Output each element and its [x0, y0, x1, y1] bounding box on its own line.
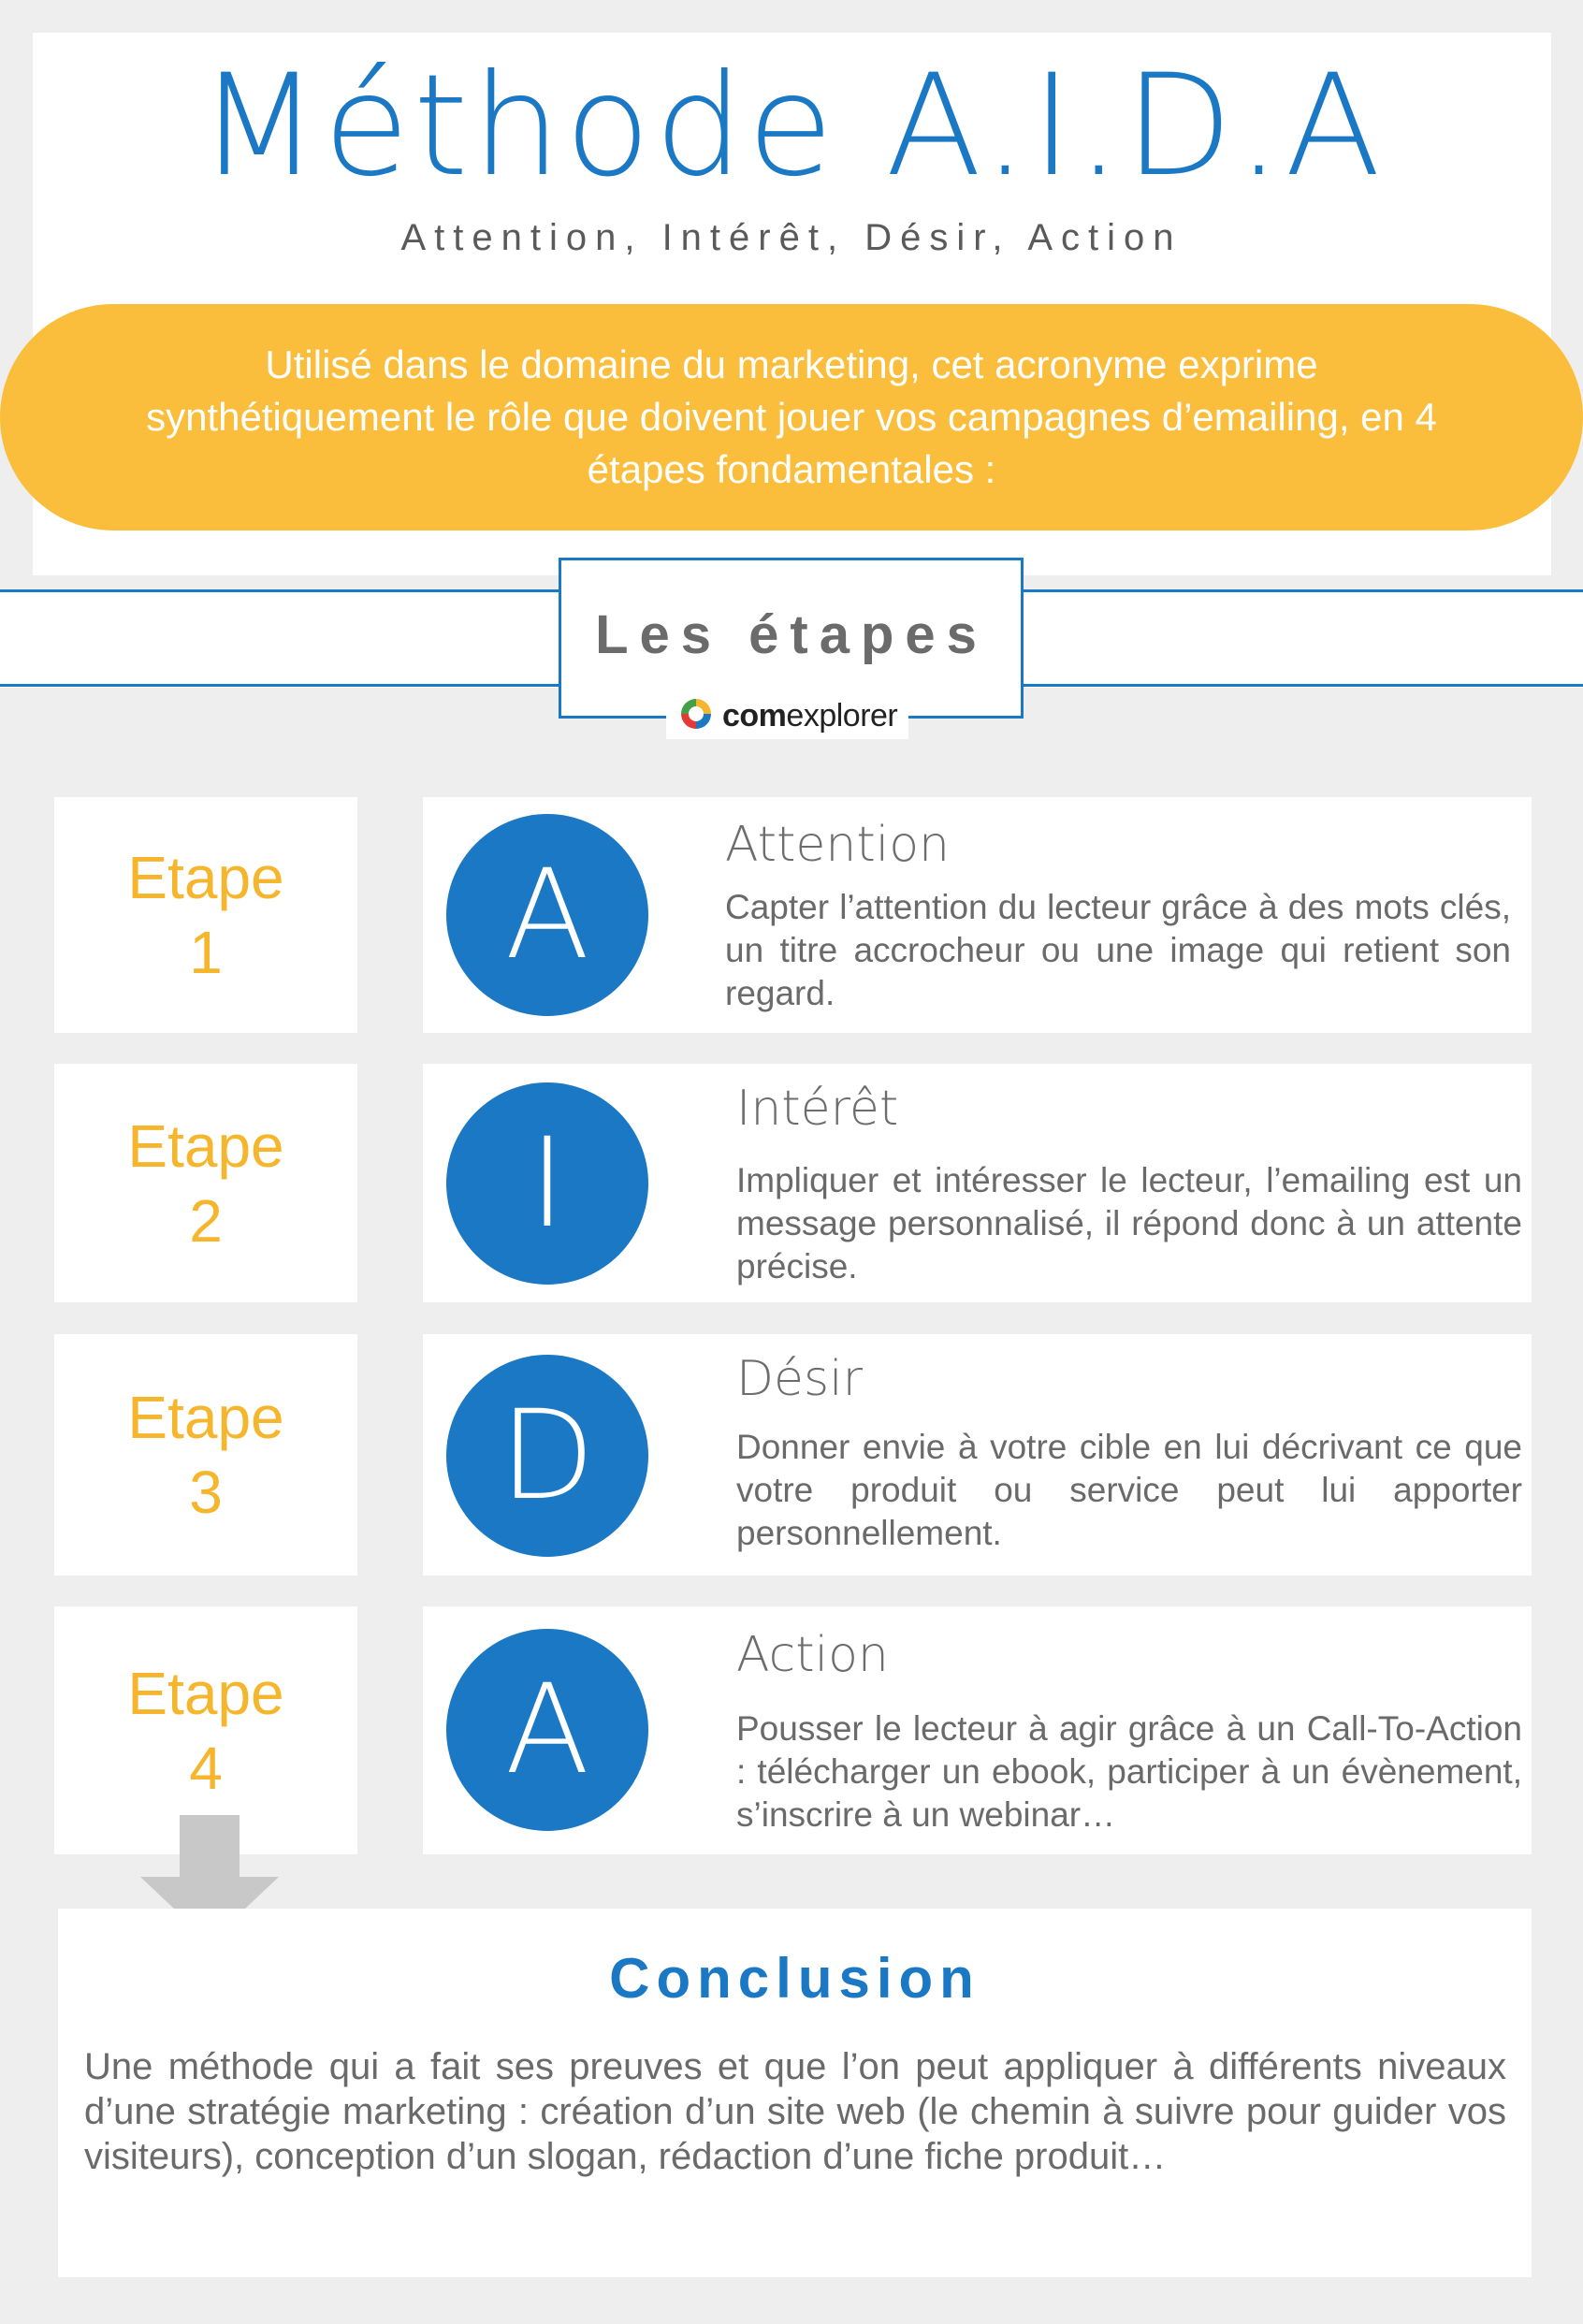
etape-number: 3 — [189, 1459, 223, 1526]
step-title: Attention — [725, 817, 950, 873]
step-title: Désir — [736, 1351, 863, 1407]
etape-label: Etape — [127, 1659, 284, 1727]
etape-box-2 — [54, 1064, 357, 1302]
section-title: Les étapes — [595, 604, 988, 665]
etape-number: 4 — [189, 1734, 223, 1802]
etape-label: Etape — [127, 1111, 284, 1180]
brand-logo — [666, 692, 908, 739]
etape-box-1 — [54, 797, 357, 1033]
letter-circle: I — [446, 1082, 648, 1285]
conclusion-panel — [58, 1909, 1532, 2277]
step-description: Pousser le lecteur à agir grâce à un Call-To-Action : télécharger un ebook, participer à un évènement, s’inscrire à un webinar… — [736, 1709, 1522, 1834]
conclusion-text: Une méthode qui a fait ses preuves et que l’on peut appliquer à différents niveaux d’une stratégie marketing : création d’un site web (le chemin à suivre pour guider vos visiteurs), conception d’un slogan, rédaction d’une fiche produit… — [84, 2046, 1506, 2177]
step-description: Capter l’attention du lecteur grâce à des mots clés, un titre accrocheur ou une image qui retient son regard. — [725, 888, 1511, 1012]
intro-banner — [0, 304, 1583, 530]
etape-label: Etape — [127, 1384, 284, 1451]
page-title: Méthode A.I.D.A — [198, 45, 1385, 208]
comexplorer-logo-icon — [677, 695, 715, 737]
letter-circle: A — [446, 814, 648, 1016]
letter-circle: A — [446, 1629, 648, 1831]
step-title: Intérêt — [736, 1081, 899, 1137]
conclusion-title: Conclusion — [609, 1947, 980, 2010]
etape-number: 1 — [189, 919, 223, 986]
arrow-down-icon — [180, 1815, 240, 1879]
letter-circle: D — [446, 1355, 648, 1557]
step-title: Action — [736, 1627, 889, 1683]
etape-box-3 — [54, 1334, 357, 1576]
step-card-action — [423, 1606, 1532, 1854]
step-description: Impliquer et intéresser le lecteur, l’emailing est un message personnalisé, il répond donc à un attente précise. — [736, 1161, 1522, 1285]
step-description: Donner envie à votre cible en lui décrivant ce que votre produit ou service peut lui apporter personnellement. — [736, 1428, 1522, 1552]
etape-number: 2 — [189, 1186, 223, 1255]
page-subtitle: Attention, Intérêt, Désir, Action — [400, 217, 1183, 258]
etape-label: Etape — [127, 844, 284, 911]
step-card-attention — [423, 797, 1532, 1033]
brand-name: comexplorer — [722, 697, 898, 734]
step-card-desir — [423, 1334, 1532, 1576]
step-card-interet — [423, 1064, 1532, 1302]
intro-text: Utilisé dans le domaine du marketing, cet acronyme exprime synthétiquement le rôle que doivent jouer vos campagnes d’emailing, en 4 étapes fondamentales : — [146, 342, 1437, 491]
